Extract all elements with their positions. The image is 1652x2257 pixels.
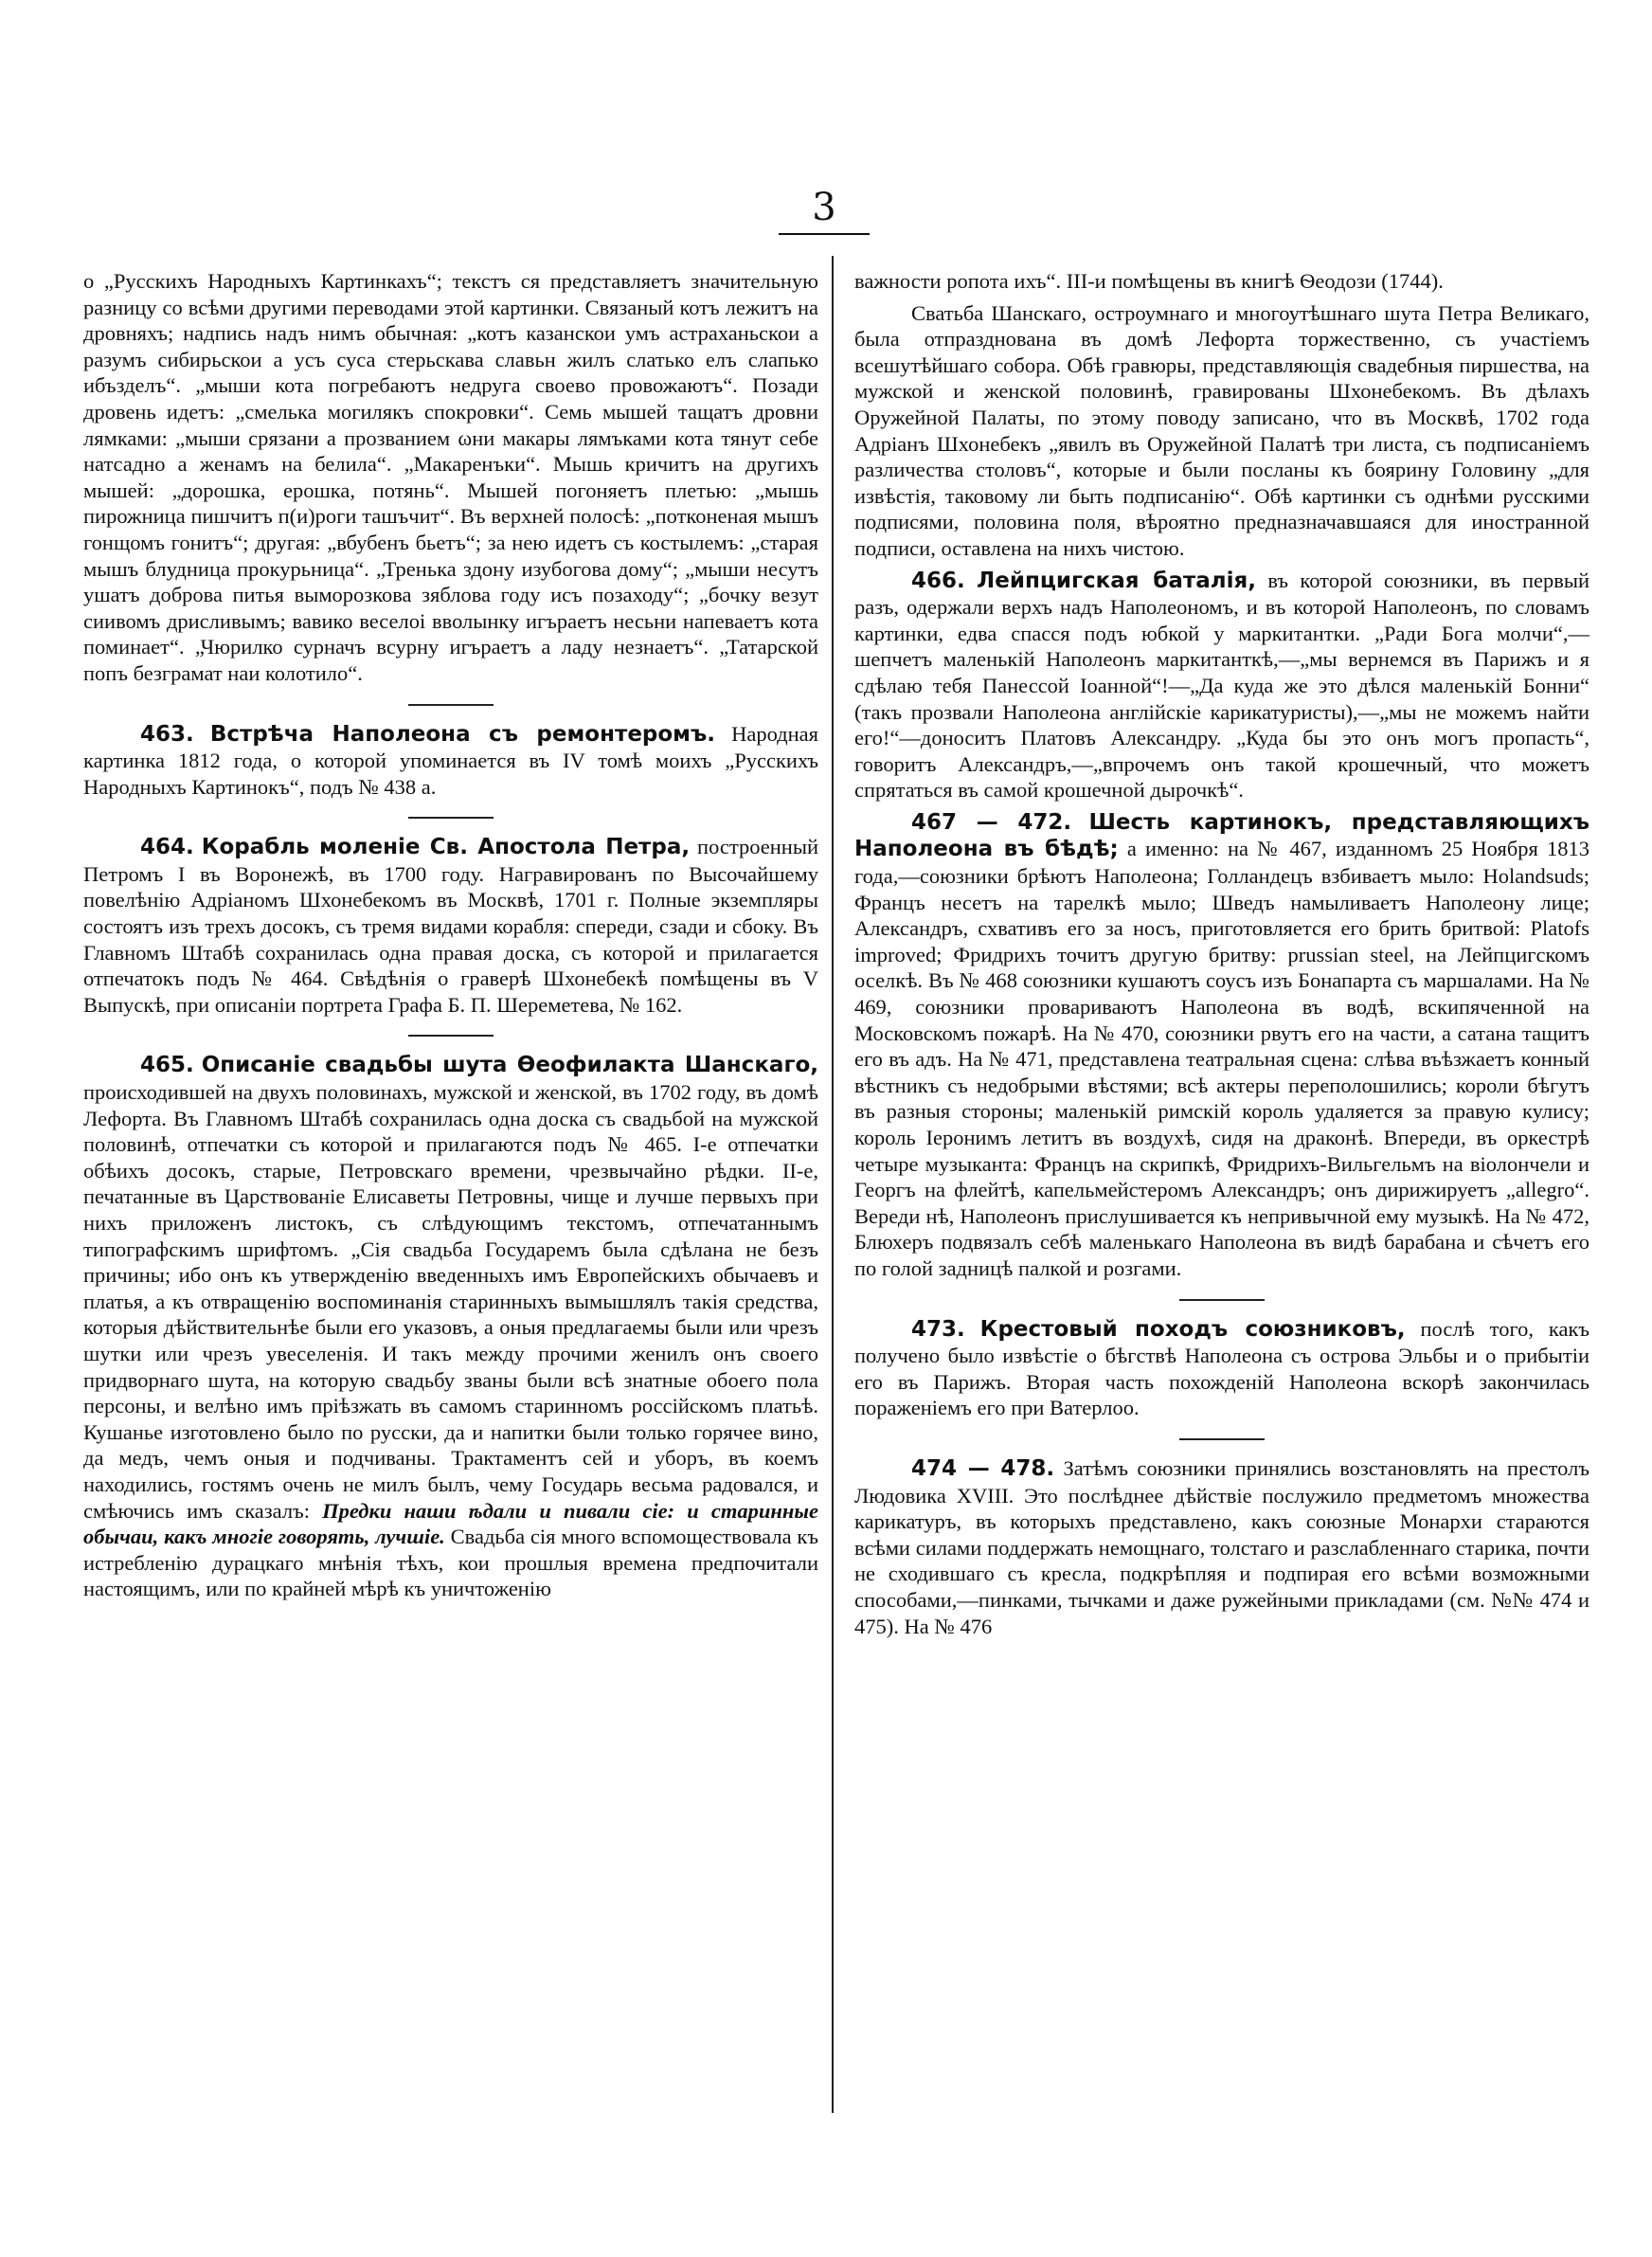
entry-number: 474 — 478. [911, 1455, 1055, 1481]
entry-465 [83, 1052, 818, 1601]
entry-title: Описаніе свадьбы шута Ѳеофилакта Шанскаго, [201, 1053, 819, 1078]
entry-463 [83, 721, 818, 801]
entry-title: Шесть картинокъ, представляющихъ Наполеона въ бѣдѣ; [854, 809, 1589, 862]
shanski-paragraph: Сватьба Шанскаго, остроумнаго и многоутѣшнаго шута Петра Великаго, была отпразднована въ домѣ Лефорта торжественно, съ участіемъ всешутѣйшаго собора. Обѣ гравюры, представляющія свадебныя пиршества, на мужской и женской половинѣ, гравированы Шхонебекомъ. Въ дѣлахъ Оружейной Палаты, по этому поводу записано, что въ Москвѣ, 1702 года Адріанъ Шхонебекъ „явилъ въ Оружейной Палатѣ три листа, съ подписаніемъ различества столовъ“, которые и были посланы къ боярину Головину „для извѣстія, таковому ли быть подписанію“. Обѣ картинки съ однѣми русскими подписями, половина поля, вѣроятно предназначавшаяся для иностранной подписи, оставлена на нихъ чистою. [854, 300, 1589, 560]
entry-text: построенный Петромъ I въ Воронежѣ, въ 1700 году. Награвированъ по Высочайшему повелѣнію Адріаномъ Шхонебекомъ въ Москвѣ, 1701 г. Полные экземпляры состоятъ изъ трехъ досокъ, съ тремя видами корабля: спереди, сзади и сбоку. Въ Главномъ Штабѣ сохранилась одна правая доска, съ которой и прилагается отпечатокъ подъ № 464. Свѣдѣнія о граверѣ Шхонебекѣ помѣщены въ V Выпускѣ, при описаніи портрета Графа Б. П. Шереметева, № 162. [83, 835, 818, 1017]
entry-text: Народная картинка 1812 года, о которой упоминается въ IV томѣ моихъ „Русскихъ Народныхъ Картинокъ“, подъ № 438 а. [83, 721, 819, 799]
separator [1179, 1299, 1265, 1301]
right-column [854, 268, 1589, 1645]
entry-number: 463. [140, 721, 194, 747]
entry-474-478 [854, 1455, 1589, 1639]
entry-464 [83, 834, 818, 1018]
entry-number: 464. [140, 835, 194, 860]
separator [1179, 1438, 1265, 1440]
entry-title: Лейпцигская баталія, [977, 568, 1256, 593]
entry-text: въ которой союзники, въ первый разъ, одержали верхъ надъ Наполеономъ, и въ которой Наполеонъ, по словамъ картинки, едва спасся подъ юбкой у маркитантки. „Ради Бога молчи“,— шепчетъ маленькій Наполеонъ маркитанткѣ,—„мы вернемся въ Парижъ и я сдѣлаю тебя Панессой Іоанной“!—„Да куда же это дѣлся маленькій Бонни“ (такъ прозвали Наполеона англійскіе карикатуристы),—„мы не можемъ найти его!“—доноситъ Платовъ Александру. „Куда бы это онъ могъ пропасть“, говоритъ Александръ,—„впрочемъ онъ такой крошечный, что можетъ спрятаться въ самой крошечной дырочкѣ“. [854, 568, 1589, 803]
italic-quote: Предки наши ѣдали и пивали сіе: и старинные обычаи, какъ многіе говорять, лучшіе. [83, 1498, 818, 1549]
entry-text: послѣ того, какъ получено было извѣстіе о бѣгствѣ Наполеона съ острова Эльбы и о прибытіи его въ Парижъ. Вторая часть похожденій Наполеона вскорѣ закончилась пораженіемъ его при Ватерлоо. [854, 1316, 1590, 1420]
separator [408, 1035, 494, 1037]
entry-text-continued: Свадьба сія много вспомоществовала къ истребленію дурацкаго мнѣнія тѣхъ, кои прошлыя времена предпочитали настоящимъ, или по крайней мѣрѣ къ уничтоженію [83, 1525, 818, 1601]
entry-text: а именно: на № 467, изданномъ 25 Ноября 1813 года,—союзники брѣютъ Наполеона; Голландецъ взбиваетъ мыло: Holandsuds; Францъ несетъ на тарелкѣ мыло; Шведъ намыливаетъ Наполеону лице; Александръ, схвативъ его за носъ, приготовляется его брить бритвой: Platofs improved; Фридрихъ точитъ другую бритву: prussian steel, на Лейпцигскомъ оселкѣ. Въ № 468 союзники кушаютъ соусъ изъ Бонапарта съ маршалами. На № 469, союзники провариваютъ Наполеона въ водѣ, вскипяченной на Московскомъ пожарѣ. На № 470, союзники рвутъ его на части, а сатана тащитъ его въ адъ. На № 471, представлена театральная сцена: слѣва въѣзжаетъ конный вѣстникъ съ недобрыми вѣстями; всѣ актеры переполошились; короли бѣгутъ въ разныя стороны; маленькій римскій король удаляется за правую кулису; король Іеронимъ летитъ въ воздухѣ, сидя на драконѣ. Впереди, въ оркестрѣ четыре музыканта: Францъ на скрипкѣ, Фридрихъ-Вильгельмъ на віолончели и Георгъ на флейтѣ, капельмейстеромъ Александръ; онъ дирижируетъ „allegro“. Вереди нѣ, Наполеонъ прислушивается къ непривычной ему музыкѣ. На № 472, Блюхеръ подвязалъ себѣ маленькаго Наполеона въ видѣ барабана и сѣчетъ его по голой задницѣ палкой и розгами. [854, 837, 1590, 1280]
entry-title: Крестовый походъ союзниковъ, [979, 1316, 1406, 1342]
separator [408, 817, 494, 819]
entry-number: 467 — 472. [911, 809, 1072, 835]
entry-number: 473. [911, 1316, 965, 1342]
separator [408, 704, 494, 706]
entry-467-472 [854, 809, 1589, 1282]
entry-title: Корабль моленіе Св. Апостола Петра, [201, 835, 691, 860]
entry-number: 465. [140, 1053, 194, 1078]
entry-text: происходившей на двухъ половинахъ, мужской и женской, въ 1702 году, въ домѣ Лефорта. Въ Главномъ Штабѣ сохранилась одна доска съ свадьбой на мужской половинѣ, отпечатки съ которой и прилагаются подъ № 465. І-е отпечатки обѣихъ досокъ, старые, Петровскаго времени, чрезвычайно рѣдки. II-е, печатанные въ Царствованіе Елисаветы Петровны, чище и лучше первыхъ при нихъ приложенъ листокъ, съ слѣдующимъ текстомъ, отпечатаннымъ типографскимъ шрифтомъ. „Сія свадьба Государемъ была сдѣлана не безъ причины; ибо онъ къ утвержденію введенныхъ имъ Европейскихъ обычаевъ и платья, а къ отвращенію воспоминанія старинныхъ вымышлялъ такія средства, которыя дѣйствительнѣе были его указовъ, а оныя предлагаемы были или чрезъ шутки или чрезъ увеселенія. И такъ между прочими женилъ онъ своего придворнаго шута, на которую свадьбу званы были всѣ знатные обоего пола персоны, и велѣно имъ пріѣзжать въ самомъ старинномъ россійскомъ платьѣ. Кушанье изготовлено было по русски, да и напитки были только горячее вино, да медъ, чемъ оныя и подчиваны. Трактаментъ сей и уборъ, въ коемъ находились, гостямъ очень не милъ былъ, чему Государь весьма радовался, и смѣючись имъ сказалъ: [83, 1080, 818, 1523]
intro-paragraph: о „Русскихъ Народныхъ Картинкахъ“; текстъ ся представляетъ значительную разницу со всѣми другими переводами этой картинки. Связаный котъ лежитъ на дровняхъ; надпись надъ нимъ обычная: „котъ казанскои умъ астраханьскои а разумъ сибирьскои а усъ суса стерьскава славьн жилъ слатько елъ слапько ибъзделъ“. „мыши кота погребаютъ недруга своево провожаютъ“. Позади дровень идетъ: „смелька могилякъ спокровки“. Семь мышей тащатъ дровни лямками: „мыши срязани а прозванием ωни макары лямъками кота тянут себе натсадно а женамъ на белила“. „Макаренъки“. Мышь кричитъ на другихъ мышей: „дорошка, ерошка, потянь“. Мышей погоняетъ плетью: „мышь пирожница пишчитъ п(и)роги ташъчит“. Въ верхней полосѣ: „потконеная мышъ гонщомъ гонитъ“; другая: „вбубенъ бьетъ“; за нею идетъ съ костылемъ: „старая мышъ блудница прокурьница“. „Тренька здону изубогова дому“; „мыши несутъ ушатъ доброва питья выморозкова зяблова году исъ позаходу“; „бочку везут сиивомъ дрисливымъ; вавико веселоі вволынку игъраетъ несьни напеваетъ кота поминает“. „Чюрилко сурначъ всурну игъраетъ а ладу незнаетъ“. „Татарской попъ безграмат нaи колотило“. [83, 269, 818, 685]
column-divider [832, 256, 834, 2113]
entry-number: 466. [911, 568, 965, 593]
entry-text: Затѣмъ союзники принялись возстановлять на престолъ Людовика XVIII. Это послѣднее дѣйствіе послужило предметомъ множества карикатуръ, въ которыхъ представлено, какъ союзные Монархи стараются всѣми силами поддержать немощнаго, толстаго и разслабленнаго старика, почти не сходившаго съ кресла, подкрѣпляя и подпирая его всѣми возможными способами,—пинками, тычками и даже ружейными прикладами (см. №№ 474 и 475). На № 476 [854, 1455, 1589, 1638]
page-number-rule [779, 233, 870, 235]
entry-473 [854, 1316, 1589, 1421]
entry-title: Встрѣча Наполеона съ ремонтеромъ. [209, 721, 716, 747]
page-number: 3 [812, 186, 836, 229]
left-column [83, 268, 818, 1608]
continuation-paragraph: важности ропота ихъ“. III-и помѣщены въ книгѣ Ѳеодози (1744). [854, 269, 1444, 293]
entry-466 [854, 568, 1589, 803]
